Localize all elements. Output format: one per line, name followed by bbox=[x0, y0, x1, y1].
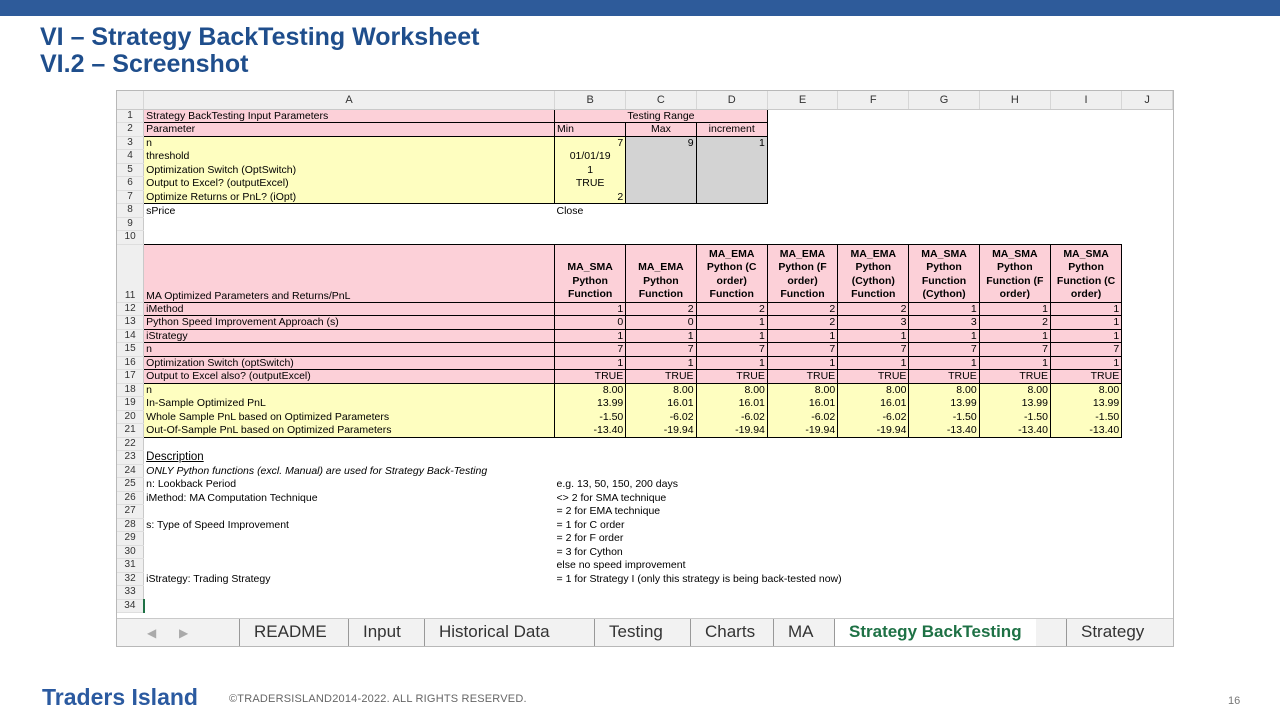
opt-value-cell[interactable]: 2 bbox=[979, 316, 1050, 330]
sheet-row bbox=[117, 370, 1173, 384]
description-value-cell[interactable]: = 1 for C order bbox=[556, 518, 625, 531]
result-value-cell[interactable]: -6.02 bbox=[626, 410, 696, 424]
sheet-row bbox=[117, 505, 1173, 519]
row-header[interactable]: 31 bbox=[117, 559, 144, 573]
opt-value-cell[interactable]: 1 bbox=[1050, 329, 1121, 343]
empty-cell[interactable] bbox=[144, 586, 1173, 600]
sheet-row bbox=[117, 532, 1173, 546]
description-label-cell[interactable]: s: Type of Speed Improvement bbox=[146, 518, 289, 531]
opt-value-cell[interactable]: 1 bbox=[555, 329, 626, 343]
row-header[interactable]: 6 bbox=[117, 177, 144, 191]
sheet-tab-strategy-backtesting[interactable]: Strategy BackTesting bbox=[834, 619, 1036, 647]
row-header[interactable]: 16 bbox=[117, 356, 144, 370]
result-value-cell[interactable]: -1.50 bbox=[1050, 410, 1121, 424]
empty-cell[interactable] bbox=[1122, 370, 1173, 384]
row-header[interactable]: 32 bbox=[117, 572, 144, 586]
input-params-title-cell[interactable]: Strategy BackTesting Input Parameters bbox=[144, 109, 555, 123]
param-max-cell[interactable] bbox=[626, 177, 696, 191]
column-header-a[interactable]: A bbox=[144, 91, 555, 109]
page-number: 16 bbox=[1228, 695, 1241, 707]
row-header[interactable]: 21 bbox=[117, 424, 144, 438]
opt-value-cell[interactable]: 7 bbox=[767, 343, 837, 357]
opt-value-cell[interactable]: 1 bbox=[1050, 356, 1121, 370]
opt-value-cell[interactable]: 1 bbox=[1050, 316, 1121, 330]
sheet-row bbox=[117, 204, 1173, 218]
opt-value-cell[interactable]: 7 bbox=[1050, 343, 1121, 357]
result-row-label-cell[interactable]: Whole Sample PnL based on Optimized Parameters bbox=[144, 410, 555, 424]
opt-row-label-cell[interactable]: n bbox=[144, 343, 555, 357]
description-value-cell[interactable]: = 3 for Cython bbox=[556, 545, 623, 558]
sheet-tab-readme[interactable]: README bbox=[239, 619, 341, 647]
result-value-cell[interactable]: 8.00 bbox=[767, 383, 837, 397]
empty-cell[interactable] bbox=[767, 123, 1172, 137]
row-header[interactable]: 19 bbox=[117, 397, 144, 411]
opt-value-cell[interactable]: TRUE bbox=[979, 370, 1050, 384]
param-name-cell[interactable]: n bbox=[144, 136, 555, 150]
sheet-row bbox=[117, 572, 1173, 586]
sheet-row bbox=[117, 518, 1173, 532]
param-increment-cell[interactable]: 1 bbox=[696, 136, 767, 150]
result-value-cell[interactable]: 8.00 bbox=[696, 383, 767, 397]
empty-cell[interactable] bbox=[767, 177, 1172, 191]
opt-row-label-cell[interactable]: iStrategy bbox=[144, 329, 555, 343]
opt-col-header[interactable]: MA_EMA Python (Cython) Function bbox=[838, 244, 909, 302]
param-max-cell[interactable] bbox=[626, 190, 696, 204]
result-value-cell[interactable]: 8.00 bbox=[1050, 383, 1121, 397]
row-header[interactable]: 22 bbox=[117, 437, 144, 451]
description-label-cell[interactable] bbox=[144, 532, 555, 546]
description-value-cell[interactable]: = 2 for F order bbox=[556, 532, 624, 545]
opt-value-cell[interactable]: 1 bbox=[555, 302, 626, 316]
row-header[interactable]: 34 bbox=[117, 599, 144, 613]
opt-value-cell[interactable]: 2 bbox=[838, 302, 909, 316]
row-header[interactable]: 29 bbox=[117, 532, 144, 546]
description-label-cell[interactable]: iStrategy: Trading Strategy bbox=[146, 572, 271, 585]
row-header[interactable]: 15 bbox=[117, 343, 144, 357]
opt-value-cell[interactable]: 1 bbox=[909, 356, 979, 370]
result-value-cell[interactable]: 8.00 bbox=[838, 383, 909, 397]
empty-cell[interactable] bbox=[1122, 356, 1173, 370]
sheet-row bbox=[117, 177, 1173, 191]
description-value-cell[interactable]: = 1 for Strategy I (only this strategy is being back-tested now) bbox=[556, 572, 842, 585]
spreadsheet-screenshot bbox=[116, 90, 1174, 647]
sheet-row bbox=[117, 356, 1173, 370]
empty-cell[interactable] bbox=[1122, 343, 1173, 357]
description-label-cell[interactable] bbox=[144, 545, 555, 559]
opt-col-header[interactable]: MA_SMA Python Function (C order) bbox=[1050, 244, 1121, 302]
opt-value-cell[interactable]: 1 bbox=[555, 356, 626, 370]
sheet-tab-charts[interactable]: Charts bbox=[690, 619, 769, 647]
row-header[interactable]: 30 bbox=[117, 545, 144, 559]
sheet-row bbox=[117, 150, 1173, 164]
row-header[interactable]: 7 bbox=[117, 190, 144, 204]
column-header-d[interactable]: D bbox=[696, 91, 767, 109]
opt-value-cell[interactable]: TRUE bbox=[909, 370, 979, 384]
opt-col-header[interactable]: MA_EMA Python (C order) Function bbox=[696, 244, 767, 302]
param-increment-cell[interactable] bbox=[696, 177, 767, 191]
row-header[interactable]: 26 bbox=[117, 491, 144, 505]
footer-brand: Traders Island bbox=[42, 684, 198, 710]
row-header[interactable]: 1 bbox=[117, 109, 144, 123]
sheet-row bbox=[117, 302, 1173, 316]
result-row-label-cell[interactable]: Out-Of-Sample PnL based on Optimized Parameters bbox=[144, 424, 555, 438]
empty-cell[interactable] bbox=[979, 559, 1172, 573]
description-value-cell[interactable]: <> 2 for SMA technique bbox=[556, 491, 667, 504]
sprice-label-cell[interactable]: sPrice bbox=[146, 204, 176, 217]
row-header[interactable]: 18 bbox=[117, 383, 144, 397]
param-min-cell[interactable]: 2 bbox=[555, 190, 626, 204]
empty-cell[interactable] bbox=[144, 437, 1173, 451]
tab-scroll-right-icon[interactable]: ▶ bbox=[179, 626, 189, 640]
empty-cell[interactable] bbox=[979, 491, 1172, 505]
column-header-f[interactable]: F bbox=[838, 91, 909, 109]
param-name-cell[interactable]: Optimize Returns or PnL? (iOpt) bbox=[144, 190, 555, 204]
testing-range-cell[interactable]: Testing Range bbox=[555, 109, 768, 123]
sheet-row bbox=[117, 136, 1173, 150]
sheet-row bbox=[117, 545, 1173, 559]
column-header-row bbox=[117, 91, 1173, 109]
opt-value-cell[interactable]: 7 bbox=[696, 343, 767, 357]
opt-row-label-cell[interactable]: Python Speed Improvement Approach (s) bbox=[144, 316, 555, 330]
column-header-b[interactable]: B bbox=[555, 91, 626, 109]
row-header[interactable]: 11 bbox=[117, 244, 144, 302]
description-label-cell[interactable] bbox=[144, 505, 555, 519]
row-header[interactable]: 12 bbox=[117, 302, 144, 316]
empty-cell[interactable] bbox=[144, 217, 1173, 231]
sheet-row bbox=[117, 559, 1173, 573]
opt-row-label-cell[interactable]: Output to Excel also? (outputExcel) bbox=[144, 370, 555, 384]
opt-value-cell[interactable]: 2 bbox=[767, 302, 837, 316]
result-value-cell[interactable]: -1.50 bbox=[555, 410, 626, 424]
empty-cell[interactable] bbox=[1122, 316, 1173, 330]
opt-value-cell[interactable]: 0 bbox=[555, 316, 626, 330]
empty-cell[interactable] bbox=[979, 478, 1172, 492]
sheet-row bbox=[117, 586, 1173, 600]
empty-cell[interactable] bbox=[979, 532, 1172, 546]
row-header[interactable]: 13 bbox=[117, 316, 144, 330]
param-min-cell[interactable]: TRUE bbox=[555, 177, 626, 191]
top-accent-bar bbox=[0, 0, 1280, 16]
sheet-tab-ma[interactable]: MA bbox=[773, 619, 828, 647]
column-header-i[interactable]: I bbox=[1050, 91, 1121, 109]
empty-cell[interactable] bbox=[1122, 302, 1173, 316]
sheet-row bbox=[117, 217, 1173, 231]
param-min-cell[interactable]: 1 bbox=[555, 163, 626, 177]
empty-cell[interactable] bbox=[979, 572, 1172, 586]
sheet-row bbox=[117, 123, 1173, 137]
column-header-g[interactable]: G bbox=[909, 91, 979, 109]
row-header[interactable]: 33 bbox=[117, 586, 144, 600]
footer-copyright: ©TRADERSISLAND2014-2022. ALL RIGHTS RESERVED. bbox=[229, 693, 527, 705]
result-value-cell[interactable]: -13.40 bbox=[909, 424, 979, 438]
opt-value-cell[interactable]: TRUE bbox=[838, 370, 909, 384]
param-increment-cell[interactable] bbox=[696, 190, 767, 204]
sheet-row bbox=[117, 410, 1173, 424]
opt-value-cell[interactable]: 1 bbox=[626, 356, 696, 370]
sheet-row bbox=[117, 464, 1173, 478]
empty-cell[interactable] bbox=[979, 505, 1172, 519]
row-header[interactable]: 25 bbox=[117, 478, 144, 492]
opt-row-label-cell[interactable]: iMethod bbox=[144, 302, 555, 316]
result-value-cell[interactable]: -6.02 bbox=[838, 410, 909, 424]
param-max-cell[interactable] bbox=[626, 163, 696, 177]
param-name-cell[interactable]: Output to Excel? (outputExcel) bbox=[144, 177, 555, 191]
empty-cell[interactable] bbox=[144, 231, 1173, 245]
result-value-cell[interactable]: 16.01 bbox=[696, 397, 767, 411]
opt-value-cell[interactable]: 7 bbox=[979, 343, 1050, 357]
empty-cell[interactable] bbox=[1122, 410, 1173, 424]
result-value-cell[interactable]: -6.02 bbox=[696, 410, 767, 424]
result-value-cell[interactable]: 8.00 bbox=[909, 383, 979, 397]
opt-value-cell[interactable]: TRUE bbox=[696, 370, 767, 384]
opt-value-cell[interactable]: 3 bbox=[838, 316, 909, 330]
empty-cell[interactable] bbox=[979, 545, 1172, 559]
param-max-cell[interactable]: 9 bbox=[626, 136, 696, 150]
column-header-h[interactable]: H bbox=[979, 91, 1050, 109]
row-header[interactable]: 20 bbox=[117, 410, 144, 424]
column-header-c[interactable]: C bbox=[626, 91, 696, 109]
result-value-cell[interactable]: -13.40 bbox=[555, 424, 626, 438]
column-header-j[interactable]: J bbox=[1122, 91, 1173, 109]
empty-cell[interactable] bbox=[1122, 397, 1173, 411]
param-min-cell[interactable]: 01/01/19 bbox=[555, 150, 626, 164]
sheet-row bbox=[117, 231, 1173, 245]
empty-cell[interactable] bbox=[555, 451, 1173, 465]
slide-title-line2: VI.2 – Screenshot bbox=[40, 50, 249, 78]
sheet-row bbox=[117, 451, 1173, 465]
sheet-row bbox=[117, 478, 1173, 492]
sheet-row bbox=[117, 343, 1173, 357]
row-header[interactable]: 28 bbox=[117, 518, 144, 532]
description-label-cell[interactable] bbox=[144, 559, 555, 573]
param-increment-cell[interactable] bbox=[696, 163, 767, 177]
result-value-cell[interactable]: 8.00 bbox=[555, 383, 626, 397]
opt-value-cell[interactable]: TRUE bbox=[626, 370, 696, 384]
opt-value-cell[interactable]: 1 bbox=[767, 356, 837, 370]
result-value-cell[interactable]: 13.99 bbox=[979, 397, 1050, 411]
result-value-cell[interactable]: 16.01 bbox=[626, 397, 696, 411]
opt-value-cell[interactable]: 1 bbox=[696, 316, 767, 330]
max-header-cell[interactable]: Max bbox=[626, 123, 696, 137]
opt-value-cell[interactable]: 2 bbox=[696, 302, 767, 316]
sheet-row bbox=[117, 190, 1173, 204]
column-header-e[interactable]: E bbox=[767, 91, 837, 109]
empty-cell[interactable] bbox=[767, 464, 1172, 478]
param-max-cell[interactable] bbox=[626, 150, 696, 164]
increment-header-cell[interactable]: increment bbox=[696, 123, 767, 137]
tab-scroll-left-icon[interactable]: ◀ bbox=[147, 626, 157, 640]
empty-cell[interactable] bbox=[767, 136, 1172, 150]
row-header[interactable]: 2 bbox=[117, 123, 144, 137]
opt-value-cell[interactable]: 1 bbox=[838, 356, 909, 370]
result-value-cell[interactable]: -1.50 bbox=[979, 410, 1050, 424]
result-value-cell[interactable]: -13.40 bbox=[979, 424, 1050, 438]
row-header[interactable]: 9 bbox=[117, 217, 144, 231]
sheet-row bbox=[117, 244, 1173, 302]
worksheet-grid bbox=[117, 91, 1173, 613]
result-value-cell[interactable]: 13.99 bbox=[909, 397, 979, 411]
opt-value-cell[interactable]: TRUE bbox=[1050, 370, 1121, 384]
opt-value-cell[interactable]: 1 bbox=[838, 329, 909, 343]
empty-cell[interactable] bbox=[1122, 424, 1173, 438]
sprice-value-cell[interactable]: Close bbox=[556, 204, 584, 217]
param-name-cell[interactable]: Optimization Switch (OptSwitch) bbox=[144, 163, 555, 177]
empty-cell[interactable] bbox=[1122, 383, 1173, 397]
opt-value-cell[interactable]: 1 bbox=[696, 356, 767, 370]
sheet-row bbox=[117, 316, 1173, 330]
opt-value-cell[interactable]: TRUE bbox=[555, 370, 626, 384]
empty-cell[interactable] bbox=[626, 204, 1173, 218]
param-increment-cell[interactable] bbox=[696, 150, 767, 164]
slide-title bbox=[40, 24, 480, 78]
sheet-tab-historical-data[interactable]: Historical Data bbox=[424, 619, 564, 647]
opt-col-header[interactable]: MA_EMA Python Function bbox=[626, 244, 696, 302]
sheet-row bbox=[117, 397, 1173, 411]
opt-col-header[interactable]: MA_SMA Python Function bbox=[555, 244, 626, 302]
sheet-row bbox=[117, 424, 1173, 438]
description-value-cell[interactable]: = 2 for EMA technique bbox=[556, 505, 661, 518]
row-header[interactable]: 8 bbox=[117, 204, 144, 218]
opt-value-cell[interactable]: 1 bbox=[767, 329, 837, 343]
opt-value-cell[interactable]: 1 bbox=[909, 302, 979, 316]
param-min-cell[interactable]: 7 bbox=[555, 136, 626, 150]
result-value-cell[interactable]: -19.94 bbox=[696, 424, 767, 438]
row-header[interactable]: 24 bbox=[117, 464, 144, 478]
opt-value-cell[interactable]: 1 bbox=[626, 329, 696, 343]
row-header[interactable]: 5 bbox=[117, 163, 144, 177]
sheet-row bbox=[117, 383, 1173, 397]
min-header-cell[interactable]: Min bbox=[555, 123, 626, 137]
sheet-row bbox=[117, 491, 1173, 505]
param-header-cell[interactable]: Parameter bbox=[144, 123, 555, 137]
description-label-cell[interactable]: iMethod: MA Computation Technique bbox=[146, 491, 318, 504]
param-name-cell[interactable]: threshold bbox=[144, 150, 555, 164]
result-value-cell[interactable]: 13.99 bbox=[555, 397, 626, 411]
description-value-cell[interactable]: e.g. 13, 50, 150, 200 days bbox=[556, 478, 678, 491]
result-row-label-cell[interactable]: n bbox=[144, 383, 555, 397]
result-value-cell[interactable]: 16.01 bbox=[838, 397, 909, 411]
select-all-corner[interactable] bbox=[117, 91, 144, 109]
opt-value-cell[interactable]: 0 bbox=[626, 316, 696, 330]
opt-value-cell[interactable]: 2 bbox=[767, 316, 837, 330]
sheet-row bbox=[117, 329, 1173, 343]
empty-cell[interactable] bbox=[767, 109, 1172, 123]
sheet-row bbox=[117, 109, 1173, 123]
active-cell[interactable] bbox=[144, 599, 1173, 613]
row-header[interactable]: 23 bbox=[117, 451, 144, 465]
opt-value-cell[interactable]: 1 bbox=[696, 329, 767, 343]
empty-cell[interactable] bbox=[767, 190, 1172, 204]
result-value-cell[interactable]: 8.00 bbox=[979, 383, 1050, 397]
description-title-cell[interactable]: Description bbox=[146, 451, 204, 464]
empty-cell[interactable] bbox=[979, 518, 1172, 532]
empty-cell[interactable] bbox=[1122, 244, 1173, 302]
sheet-row bbox=[117, 437, 1173, 451]
opt-table-title-cell[interactable]: MA Optimized Parameters and Returns/PnL bbox=[144, 244, 555, 302]
opt-value-cell[interactable]: 3 bbox=[909, 316, 979, 330]
result-value-cell[interactable]: 16.01 bbox=[767, 397, 837, 411]
description-label-cell[interactable]: n: Lookback Period bbox=[146, 478, 237, 491]
opt-value-cell[interactable]: 2 bbox=[626, 302, 696, 316]
result-row-label-cell[interactable]: In-Sample Optimized PnL bbox=[144, 397, 555, 411]
result-value-cell[interactable]: 13.99 bbox=[1050, 397, 1121, 411]
row-header[interactable]: 27 bbox=[117, 505, 144, 519]
sheet-row bbox=[117, 599, 1173, 613]
sheet-tab-bar bbox=[117, 618, 1174, 647]
sheet-tab-input[interactable]: Input bbox=[348, 619, 415, 647]
opt-row-label-cell[interactable]: Optimization Switch (optSwitch) bbox=[144, 356, 555, 370]
row-header[interactable]: 14 bbox=[117, 329, 144, 343]
row-header[interactable]: 3 bbox=[117, 136, 144, 150]
result-value-cell[interactable]: 8.00 bbox=[626, 383, 696, 397]
opt-value-cell[interactable]: 7 bbox=[909, 343, 979, 357]
empty-cell[interactable] bbox=[767, 150, 1172, 164]
opt-value-cell[interactable]: 1 bbox=[979, 356, 1050, 370]
empty-cell[interactable] bbox=[1122, 329, 1173, 343]
description-note-cell[interactable]: ONLY Python functions (excl. Manual) are used for Strategy Back-Testing bbox=[146, 464, 488, 477]
opt-value-cell[interactable]: 7 bbox=[838, 343, 909, 357]
sheet-row bbox=[117, 163, 1173, 177]
opt-value-cell[interactable]: 1 bbox=[1050, 302, 1121, 316]
sheet-tab-strategy[interactable]: Strategy bbox=[1066, 619, 1158, 647]
empty-cell[interactable] bbox=[767, 163, 1172, 177]
opt-col-header[interactable]: MA_EMA Python (F order) Function bbox=[767, 244, 837, 302]
opt-value-cell[interactable]: 1 bbox=[979, 329, 1050, 343]
opt-col-header[interactable]: MA_SMA Python Function (Cython) bbox=[909, 244, 979, 302]
row-header[interactable]: 10 bbox=[117, 231, 144, 245]
opt-value-cell[interactable]: TRUE bbox=[767, 370, 837, 384]
result-value-cell[interactable]: -19.94 bbox=[838, 424, 909, 438]
opt-value-cell[interactable]: 7 bbox=[626, 343, 696, 357]
opt-value-cell[interactable]: 7 bbox=[555, 343, 626, 357]
row-header[interactable]: 17 bbox=[117, 370, 144, 384]
result-value-cell[interactable]: -1.50 bbox=[909, 410, 979, 424]
sheet-tab-testing[interactable]: Testing bbox=[594, 619, 677, 647]
opt-value-cell[interactable]: 1 bbox=[909, 329, 979, 343]
result-value-cell[interactable]: -13.40 bbox=[1050, 424, 1121, 438]
slide-title-line1: VI – Strategy BackTesting Worksheet bbox=[40, 23, 480, 51]
result-value-cell[interactable]: -6.02 bbox=[767, 410, 837, 424]
opt-value-cell[interactable]: 1 bbox=[979, 302, 1050, 316]
description-value-cell[interactable]: else no speed improvement bbox=[556, 559, 686, 572]
result-value-cell[interactable]: -19.94 bbox=[767, 424, 837, 438]
opt-col-header[interactable]: MA_SMA Python Function (F order) bbox=[979, 244, 1050, 302]
result-value-cell[interactable]: -19.94 bbox=[626, 424, 696, 438]
row-header[interactable]: 4 bbox=[117, 150, 144, 164]
